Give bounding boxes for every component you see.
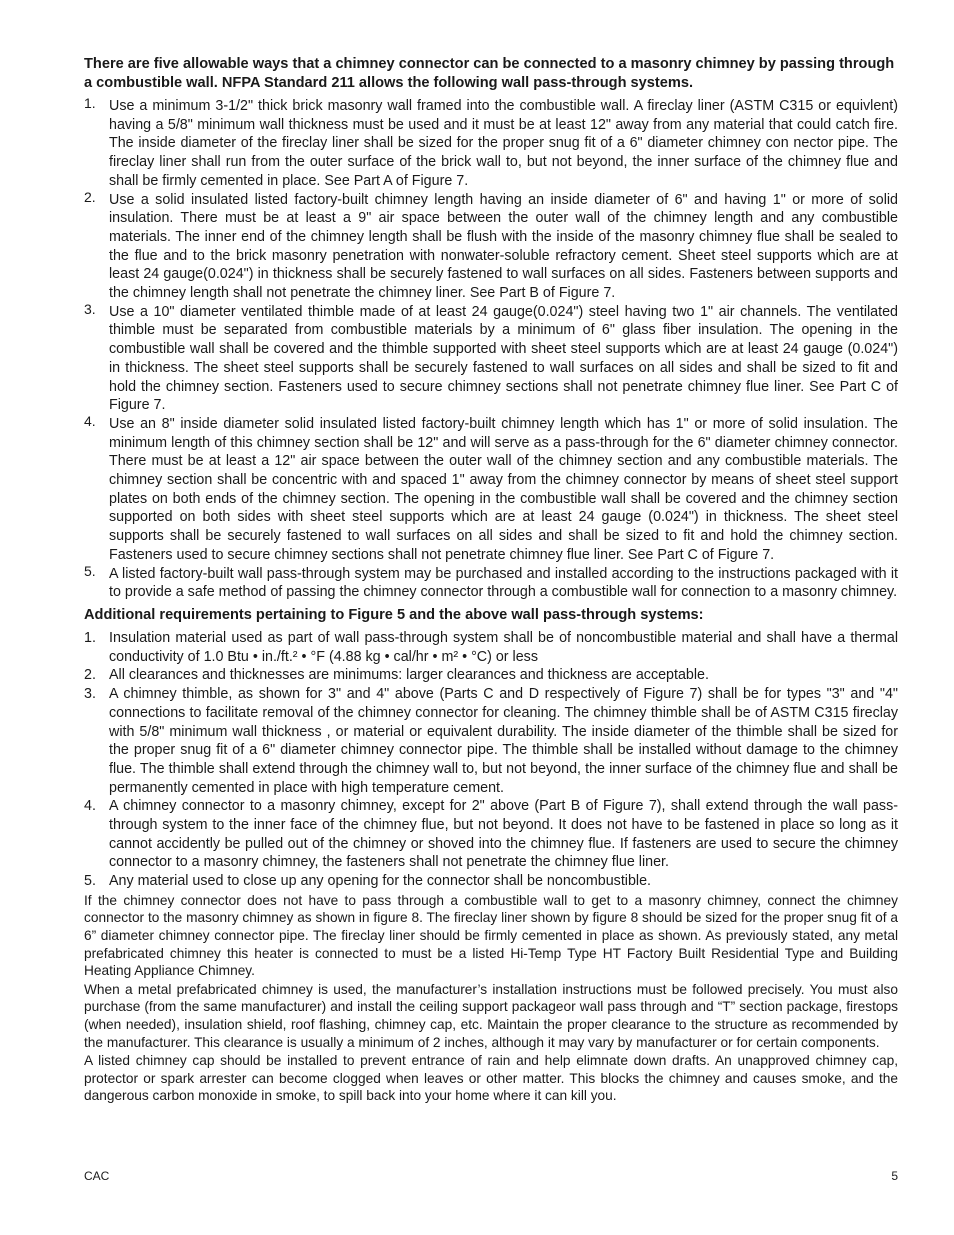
item-text: Use a minimum 3-1/2" thick brick masonry wall framed into the combustible wall. A fireclay liner (ASTM C315 or equivlent) having a 5/8" minimum wall thickness must be used and it must be at least 12" away from any material that could catch fire. The inside diameter of the fireclay liner shall be sized for the proper snug fit of a 6" diameter chimney con nector pipe. The fireclay liner shall run from the outer surface of the brick wall to, but not beyond, the inner surface of the chimney flue and shall be firmly cemented in place. See Part A of Figure 7. — [109, 98, 898, 189]
item-number: 4. — [84, 412, 96, 429]
item-number: 3. — [84, 686, 96, 703]
item-number: 4. — [84, 798, 96, 815]
item-text: A chimney thimble, as shown for 3" and 4" above (Parts C and D respectively of Figure 7) shall be for types "3" and "4" connections to facilitate removal of the chimney connector for cleaning. The chimney thimble shall be of ASTM C315 fireclay with 5/8" minimum wall thickness , or material or equivalent durability. The inside diameter of the thimble shall be sized for the proper snug fit of a 6" diameter chimney connector pipe. The thimble shall be installed without damage to the chimney flue. The thimble shall extend through the chimney wall to, but not beyond, the inner surface of the chimney flue and shall be permanently cemented in place with high temperature cement. — [109, 686, 898, 796]
paragraph-prefabricated-chimney: When a metal prefabricated chimney is used, the manufacturer’s installation instructions must be followed precisely. You must also purchase (from the same manufacturer) and install the ceiling support packageor wall pass through and “T” section package, firestops (when needed), insulation shield, roof flashing, chimney cap, etc. Maintain the proper clearance to the structure as recommended by the manufacturer. This clearance is usually a minimum of 2 inches, although it may vary by manufacturer or for certain components. — [84, 981, 898, 1050]
list-item — [84, 685, 898, 797]
item-number: 3. — [84, 300, 96, 317]
intro-heading: There are five allowable ways that a chimney connector can be connected to a masonry chimney by passing through a combustible wall. NFPA Standard 211 allows the following wall pass-through systems. — [84, 56, 895, 91]
item-number: 1. — [84, 629, 96, 646]
list-item — [84, 300, 898, 415]
requirements-heading: Additional requirements pertaining to Figure 5 and the above wall pass-through systems: — [84, 606, 704, 623]
list-item — [84, 562, 898, 602]
requirements-list — [84, 629, 898, 891]
item-number: 2. — [84, 667, 96, 684]
item-text: A chimney connector to a masonry chimney, except for 2" above (Part B of Figure 7), shall extend through the wall pass-through system to the inner face of the chimney flue, but not beyond. It does not have to be fastened in place so long as it cannot accidently be pulled out of the chimney or shoved into the chimney flue. If fasteners are used to secure the chimney connector to a masonry chimney, the fasteners shall not penetrate the chimney flue liner. — [109, 798, 898, 871]
document-page — [84, 55, 898, 1105]
list-item — [84, 412, 898, 565]
item-number: 5. — [84, 562, 96, 579]
list-item — [84, 666, 898, 685]
item-text: Use an 8" inside diameter solid insulated listed factory-built chimney length which has 1" or more of solid insulation. The minimum length of this chimney section shall be 12" and will serve as a pass-through for the 6" diameter chimney connector. There must be at least a 12" air space between the outer wall of the chimney section and any combustible materials. The chimney section shall be concentric with and spaced 1" away from the chimney connector by means of sheet steel support plates on both ends of the chimney section. The opening in the combustible wall shall be covered and the chimney section supported on both sides with sheet steel supports which are at least 24 gauge (0.024") in thickness. The sheet steel supports shall be securely fastened to wall surfaces on all sides and shall be sized to fit and hold the chimney section. Fasteners used to secure chimney sections shall not penetrate chimney flue liner. See Part C of Figure 7. — [109, 415, 898, 563]
item-text: Use a 10" diameter ventilated thimble made of at least 24 gauge(0.024") steel having two 1" air channels. The ventilated thimble must be separated from combustible materials by a minimum of 6" glass fiber insulation. The opening in the combustible wall shall be covered and the thimble supported with sheet steel supports which are at least 24 gauge (0.024") in thickness. The sheet steel supports shall be securely fastened to wall surfaces on all sides and shall be sized to fit and hold the chimney section. Fasteners used to secure chimney sections shall not penetrate chimney flue liner. See Part C of Figure 7. — [109, 303, 898, 414]
list-item — [84, 97, 898, 191]
item-text: All clearances and thicknesses are minimums: larger clearances and thickness are acceptable. — [109, 667, 709, 684]
pass-through-list — [84, 97, 898, 602]
list-item — [84, 872, 898, 891]
item-text: Any material used to close up any opening for the connector shall be noncombustible. — [109, 873, 652, 890]
item-number: 5. — [84, 873, 96, 890]
item-text: A listed factory-built wall pass-through system may be purchased and installed according to the instructions packaged with it to provide a safe method of passing the chimney connector through a combustible wall for connection to a masonry chimney. — [109, 565, 898, 601]
list-item — [84, 797, 898, 872]
item-text: Insulation material used as part of wall pass-through system shall be of noncombustible material and shall have a thermal conductivity of 1.0 Btu • in./ft.² • °F (4.88 kg • cal/hr • m² • °C) or less — [109, 629, 898, 665]
page-number: 5 — [891, 1169, 898, 1183]
item-text: Use a solid insulated listed factory-built chimney length having an inside diameter of 6" and having 1" or more of solid insulation. There must be at least a 9" air space between the outer wall of the chimney length and any combustible materials. The inner end of the chimney length shall be flush with the inside of the masonry chimney flue shall be sealed to the flue and to the brick masonry penetration with nonwater-soluble refractory cement. Sheet steel supports which are at least 24 gauge(0.024") in thickness shall be securely fastened to wall surfaces on all sides. Fasteners between supports and the chimney length shall not penetrate the chimney liner. See Part B of Figure 7. — [109, 191, 898, 302]
footer-code: CAC — [84, 1169, 110, 1183]
item-number: 2. — [84, 188, 96, 205]
paragraph-chimney-cap: A listed chimney cap should be installed to prevent entrance of rain and help elimnate down drafts. An unapproved chimney cap, protector or spark arrester can become clogged when leaves or other matter. This blocks the chimney and causes smoke, and the dangerous carbon monoxide in smoke, to spill back into your home where it can kill you. — [84, 1053, 898, 1104]
list-item — [84, 629, 898, 666]
item-number: 1. — [84, 95, 96, 111]
list-item — [84, 188, 898, 303]
paragraph-masonry-connection: If the chimney connector does not have to pass through a combustible wall to get to a masonry chimney, connect the chimney connector to the masonry chimney as shown in figure 8. The fireclay liner shown by figure 8 should be sized for the proper snug fit of a 6” diameter chimney connector pipe. The fireclay liner should be firmly cemented in place as shown. As previously stated, any metal prefabricated chimney this heater is connected to must be a listed Hi-Temp Type HT Factory Built Residential Type and Building Heating Appliance Chimney. — [84, 892, 898, 979]
